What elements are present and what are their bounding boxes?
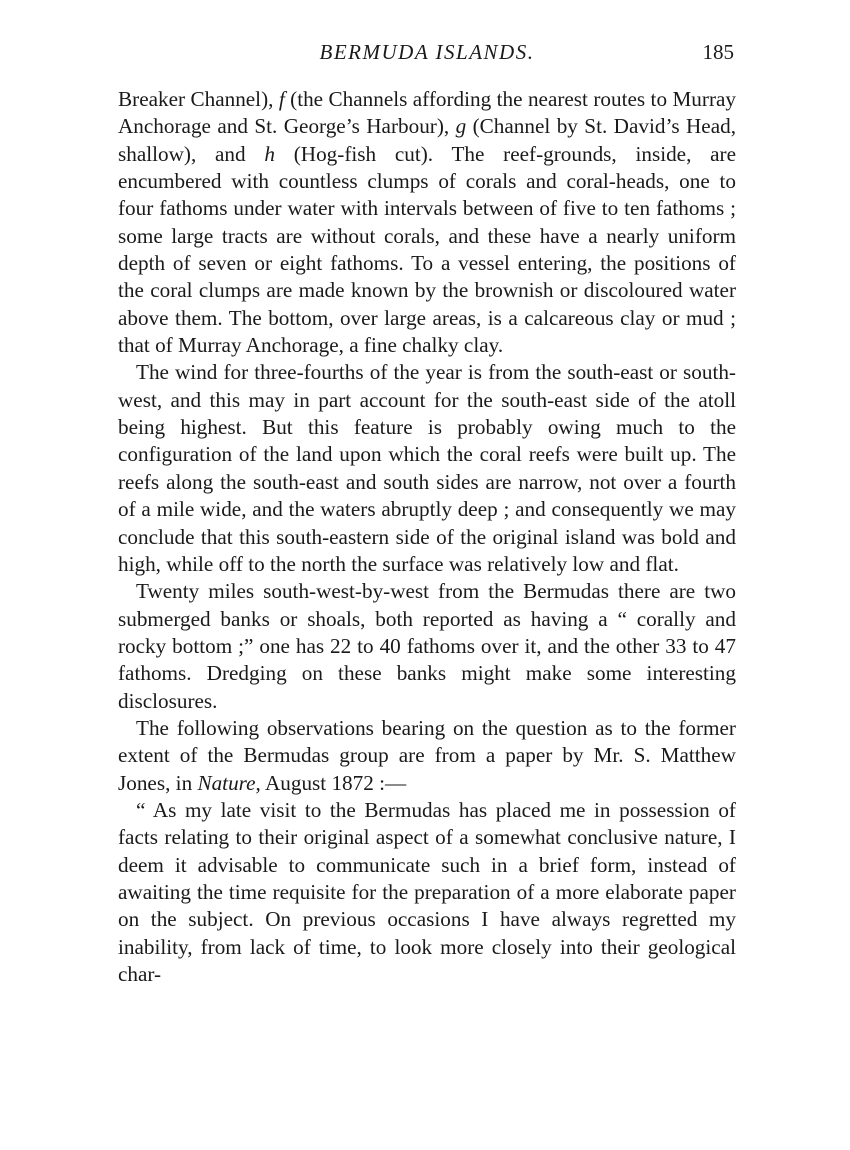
- paragraph-text: The following observations bearing on the question as to the former extent of the Bermudas group are from a paper by Mr. S. Matthew Jones, in: [118, 715, 736, 795]
- body-text: [118, 86, 736, 988]
- journal-title: Nature: [197, 770, 256, 795]
- paragraph-wind: The wind for three-fourths of the year is from the south-east or south-west, and this may in part account for the south-east side of the atoll being highest. But this feature is probably owing much to the configuration of the land upon which the coral reefs were built up. The reefs along the south-east and south sides are narrow, not over a fourth of a mile wide, and the waters abruptly deep ; and consequently we may conclude that this south-eastern side of the original island was bold and high, while off to the north the surface was relatively low and flat.: [118, 360, 736, 576]
- paragraph-text: (the Channels affording the nearest routes to Murray Anchorage and St. George’s Harbour),: [118, 87, 736, 139]
- channel-letter-g: g: [455, 114, 467, 139]
- paragraph-text: , August 1872 :—: [255, 770, 407, 795]
- paragraph-observations: [118, 715, 736, 797]
- paragraph-text: (Channel by St. David’s Head, shallow), and: [118, 114, 736, 166]
- paragraph-shoals: Twenty miles south-west-by-west from the Bermudas there are two submerged banks or shoals, both reported as having a “ corally and rocky bottom ;” one has 22 to 40 fathoms over it, and the other 33 to 47 fathoms. Dredging on these banks might make some interesting disclosures.: [118, 579, 736, 713]
- channel-letter-f: f: [278, 87, 285, 111]
- paragraph-channels: [118, 86, 736, 359]
- running-head: [118, 38, 736, 68]
- paragraph-text: (Hog-fish cut). The reef-grounds, inside, are encumbered with countless clumps of corals and coral-heads, one to four fathoms under water with intervals between of five to ten fathoms ; some large tracts are without corals, and these have a nearly uniform depth of seven or eight fathoms. To a vessel entering, the positions of the coral clumps are made known by the brownish or discoloured water above them. The bottom, over large areas, is a calcareous clay or mud ; that of Murray Anchorage, a fine chalky clay.: [118, 141, 736, 358]
- paragraph-text: Breaker Channel),: [118, 87, 279, 111]
- page-number: 185: [702, 40, 734, 64]
- running-title: BERMUDA ISLANDS.: [319, 40, 535, 64]
- channel-letter-h: h: [264, 141, 275, 166]
- paragraph-quotation: “ As my late visit to the Bermudas has placed me in possession of facts relating to their original aspect of a somewhat conclusive nature, I deem it advisable to communicate such in a brief form, instead of awaiting the time requisite for the preparation of a more elaborate paper on the subject. On previous occasions I have always regretted my inability, from lack of time, to look more closely into their geological char-: [118, 797, 736, 986]
